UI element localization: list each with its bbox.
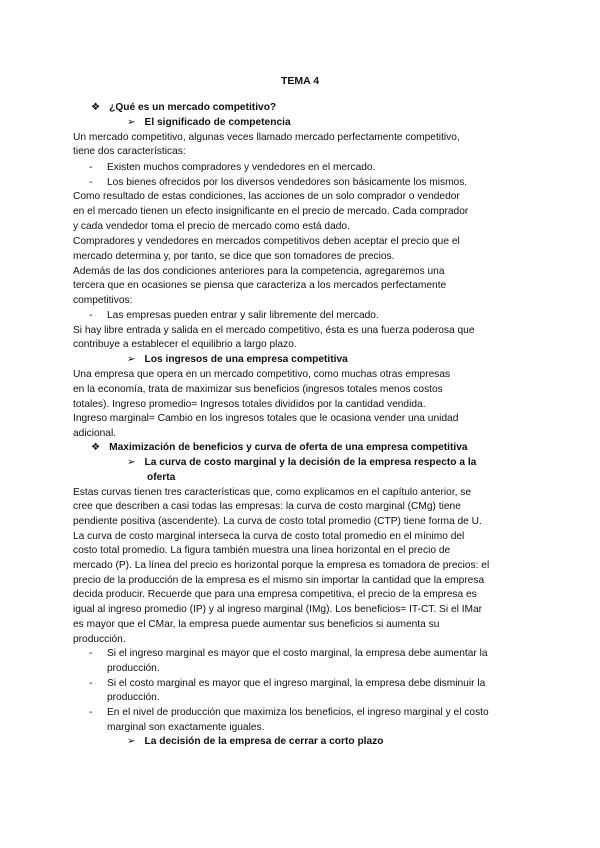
subsection-heading-continuation: oferta xyxy=(147,472,176,483)
paragraph-line: adicional. xyxy=(73,428,117,439)
paragraph-line: Además de las dos condiciones anteriores para la competencia, agregaremos una xyxy=(73,266,445,277)
paragraph-line: es mayor que el CMar, la empresa puede aumentar sus beneficios si aumenta su xyxy=(73,619,440,630)
paragraph-line: mercado determina y, por tanto, se dice que son tomadores de precios. xyxy=(73,251,395,262)
dash-bullet-icon: - xyxy=(89,177,93,188)
paragraph-line: Estas curvas tienen tres características que, como explicamos en el capítulo anterior, se xyxy=(73,487,472,498)
dash-bullet-icon: - xyxy=(89,678,93,689)
paragraph-line: igual al ingreso promedio (IP) y al ingreso marginal (IMg). Los beneficios= IT-CT. Si el IMar xyxy=(73,604,483,615)
list-item: - En el nivel de producción que maximiza los beneficios, el ingreso marginal y el costo xyxy=(89,707,489,718)
paragraph-line: tiene dos características: xyxy=(73,146,186,157)
list-item: - Las empresas pueden entrar y salir libremente del mercado. xyxy=(89,310,379,321)
list-item: - Existen muchos compradores y vendedores en el mercado. xyxy=(89,162,376,173)
diamond-bullet-icon: ❖ xyxy=(91,442,101,453)
paragraph-line: tercera que en ocasiones se piensa que caracteriza a los mercados perfectamente xyxy=(73,280,447,291)
arrow-bullet-icon: ➢ xyxy=(127,354,136,365)
paragraph-line: decida producir. Recuerde que para una empresa competitiva, el precio de la empresa es xyxy=(73,589,477,600)
subsection-heading: ➢ La decisión de la empresa de cerrar a corto plazo xyxy=(127,736,384,747)
section-heading: ❖ ¿Qué es un mercado competitivo? xyxy=(91,102,277,113)
list-item: - Si el costo marginal es mayor que el ingreso marginal, la empresa debe disminuir la xyxy=(89,678,486,689)
list-item: - Si el ingreso marginal es mayor que el costo marginal, la empresa debe aumentar la xyxy=(89,648,488,659)
subsection-heading: ➢ La curva de costo marginal y la decisión de la empresa respecto a la xyxy=(127,457,477,468)
paragraph-line: competitivos: xyxy=(73,295,133,306)
arrow-bullet-icon: ➢ xyxy=(127,457,136,468)
list-item-continuation: producción. xyxy=(107,692,160,703)
subsection-heading: ➢ Los ingresos de una empresa competitiva xyxy=(127,354,348,365)
arrow-bullet-icon: ➢ xyxy=(127,736,136,747)
diamond-bullet-icon: ❖ xyxy=(91,102,101,113)
list-item-continuation: producción. xyxy=(107,663,160,674)
subsection-heading: ➢ El significado de competencia xyxy=(127,117,291,128)
paragraph-line: precio de la producción de la empresa es el mismo sin importar la cantidad que la empresa xyxy=(73,575,485,586)
paragraph-line: totales). Ingreso promedio= Ingresos totales divididos por la cantidad vendida. xyxy=(73,399,426,410)
paragraph-line: pendiente positiva (ascendente). La curva de costo total promedio (CTP) tiene forma de U. xyxy=(73,516,482,527)
page-title: TEMA 4 xyxy=(280,75,320,87)
dash-bullet-icon: - xyxy=(89,162,93,173)
paragraph-line: La curva de costo marginal interseca la curva de costo total promedio en el mínimo del xyxy=(73,531,465,542)
paragraph-line: y cada vendedor toma el precio de mercado como está dado. xyxy=(73,221,350,232)
paragraph-line: producción. xyxy=(73,634,126,645)
section-heading: ❖ Maximización de beneficios y curva de oferta de una empresa competitiva xyxy=(91,442,468,453)
paragraph-line: Un mercado competitivo, algunas veces llamado mercado perfectamente competitivo, xyxy=(73,132,460,143)
list-item: - Los bienes ofrecidos por los diversos vendedores son básicamente los mismos. xyxy=(89,177,468,188)
paragraph-line: en el mercado tienen un efecto insignificante en el precio de mercado. Cada comprador xyxy=(73,206,469,217)
paragraph-line: Ingreso marginal= Cambio en los ingresos totales que le ocasiona vender una unidad xyxy=(73,413,459,424)
paragraph-line: Si hay libre entrada y salida en el mercado competitivo, ésta es una fuerza poderosa que xyxy=(73,325,475,336)
paragraph-line: Una empresa que opera en un mercado competitivo, como muchas otras empresas xyxy=(73,369,451,380)
dash-bullet-icon: - xyxy=(89,707,93,718)
paragraph-line: Como resultado de estas condiciones, las acciones de un solo comprador o vendedor xyxy=(73,191,460,202)
arrow-bullet-icon: ➢ xyxy=(127,117,136,128)
paragraph-line: Compradores y vendedores en mercados competitivos deben aceptar el precio que el xyxy=(73,236,460,247)
list-item-continuation: marginal son exactamente iguales. xyxy=(107,722,265,733)
dash-bullet-icon: - xyxy=(89,648,93,659)
paragraph-line: cree que describen a casi todas las empresas: la curva de costo marginal (CMg) tiene xyxy=(73,501,461,512)
dash-bullet-icon: - xyxy=(89,310,93,321)
paragraph-line: contribuye a establecer el equilibrio a largo plazo. xyxy=(73,339,297,350)
paragraph-line: mercado (P). La línea del precio es horizontal porque la empresa es tomadora de precios: el xyxy=(73,560,490,571)
paragraph-line: costo total promedio. La figura también muestra una línea horizontal en el precio de xyxy=(73,545,451,556)
paragraph-line: en la economía, trata de maximizar sus beneficios (ingresos totales menos costos xyxy=(73,384,443,395)
